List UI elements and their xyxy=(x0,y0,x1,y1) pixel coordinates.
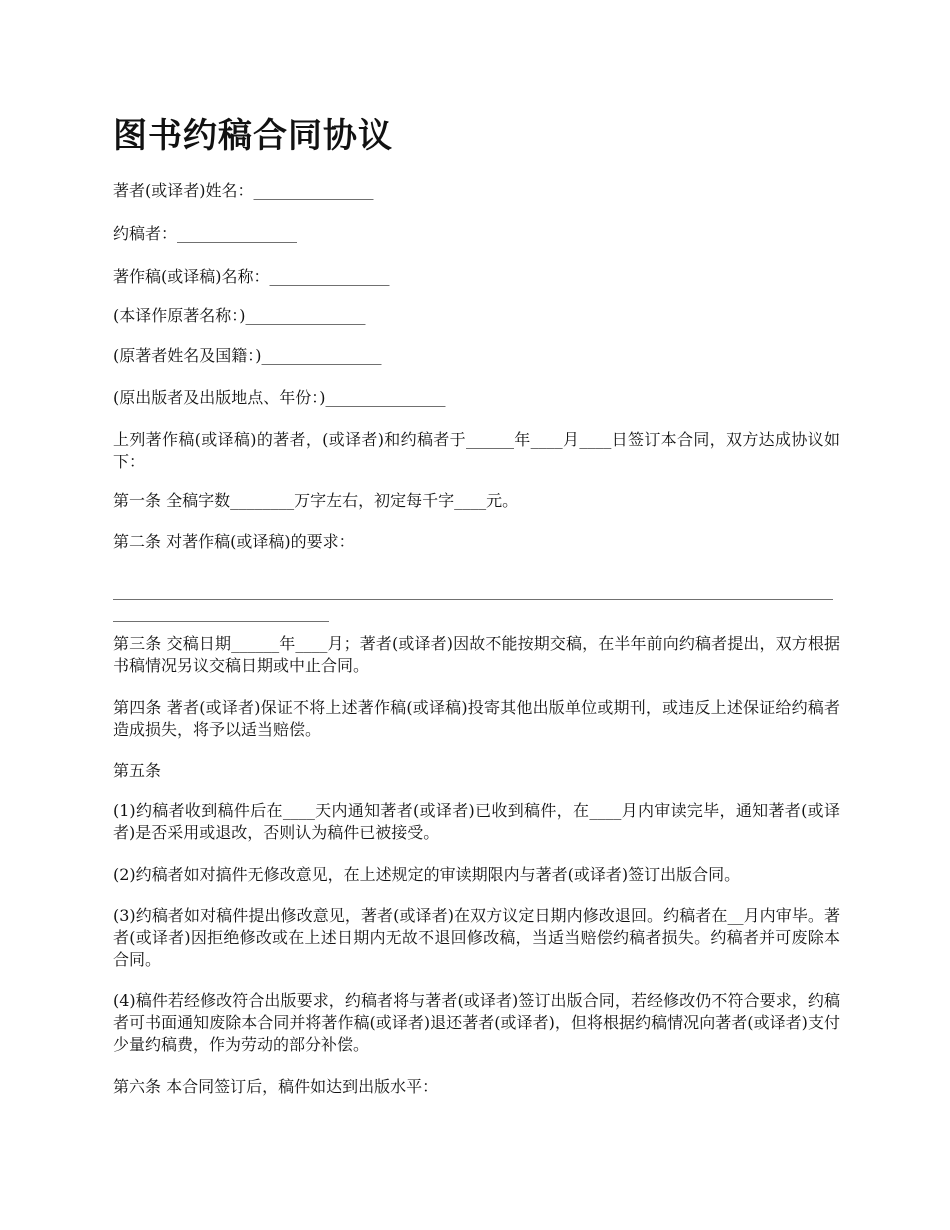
preamble-paragraph: 上列著作稿(或译稿)的著者，(或译者)和约稿者于______年____月____日签订本合同，双方达成协议如下： xyxy=(113,430,840,471)
original-author-line: (原著者姓名及国籍：)_______________ xyxy=(113,346,382,365)
article-1: 第一条 全稿字数________万字左右，初定每千字____元。 xyxy=(113,491,519,510)
article-2-blank-line: _____________________________________________________________________________________________________________________ xyxy=(113,581,833,622)
manuscript-title-line: 著作稿(或译稿)名称：_______________ xyxy=(113,267,390,286)
article-3: 第三条 交稿日期______年____月；著者(或译者)因故不能按期交稿，在半年前向约稿者提出，双方根据书稿情况另议交稿日期或中止合同。 xyxy=(113,634,840,675)
article-5-clause-3: (3)约稿者如对稿件提出修改意见，著者(或译者)在双方议定日期内修改退回。约稿者在__月内审毕。著者(或译者)因拒绝修改或在上述日期内无故不退回修改稿，当适当赔偿约稿者损失。约稿者并可废除本合同。 xyxy=(113,906,840,969)
article-2: 第二条 对著作稿(或译稿)的要求： xyxy=(113,532,355,551)
document-title: 图书约稿合同协议 xyxy=(113,116,393,156)
commissioner-line: 约稿者：_______________ xyxy=(113,224,298,243)
author-name-line: 著者(或译者)姓名：_______________ xyxy=(113,181,374,200)
article-4: 第四条 著者(或译者)保证不将上述著作稿(或译稿)投寄其他出版单位或期刊，或违反上述保证给约稿者造成损失，将予以适当赔偿。 xyxy=(113,698,840,739)
article-5-clause-1: (1)约稿者收到稿件后在____天内通知著者(或译者)已收到稿件，在____月内审读完毕，通知著者(或译者)是否采用或退改，否则认为稿件已被接受。 xyxy=(113,801,840,842)
original-title-line: (本译作原著名称：)_______________ xyxy=(113,306,366,325)
original-publisher-line: (原出版者及出版地点、年份：)_______________ xyxy=(113,388,446,407)
article-5-clause-4: (4)稿件若经修改符合出版要求，约稿者将与著者(或译者)签订出版合同，若经修改仍不符合要求，约稿者可书面通知废除本合同并将著作稿(或译者)退还著者(或译者)，但将根据约稿情况向著者(或译者)支付少量约稿费，作为劳动的部分补偿。 xyxy=(113,991,840,1054)
article-5-clause-2: (2)约稿者如对搞件无修改意见，在上述规定的审读期限内与著者(或译者)签订出版合同。 xyxy=(113,865,741,884)
article-5: 第五条 xyxy=(113,761,162,780)
article-6: 第六条 本合同签订后，稿件如达到出版水平： xyxy=(113,1077,439,1096)
